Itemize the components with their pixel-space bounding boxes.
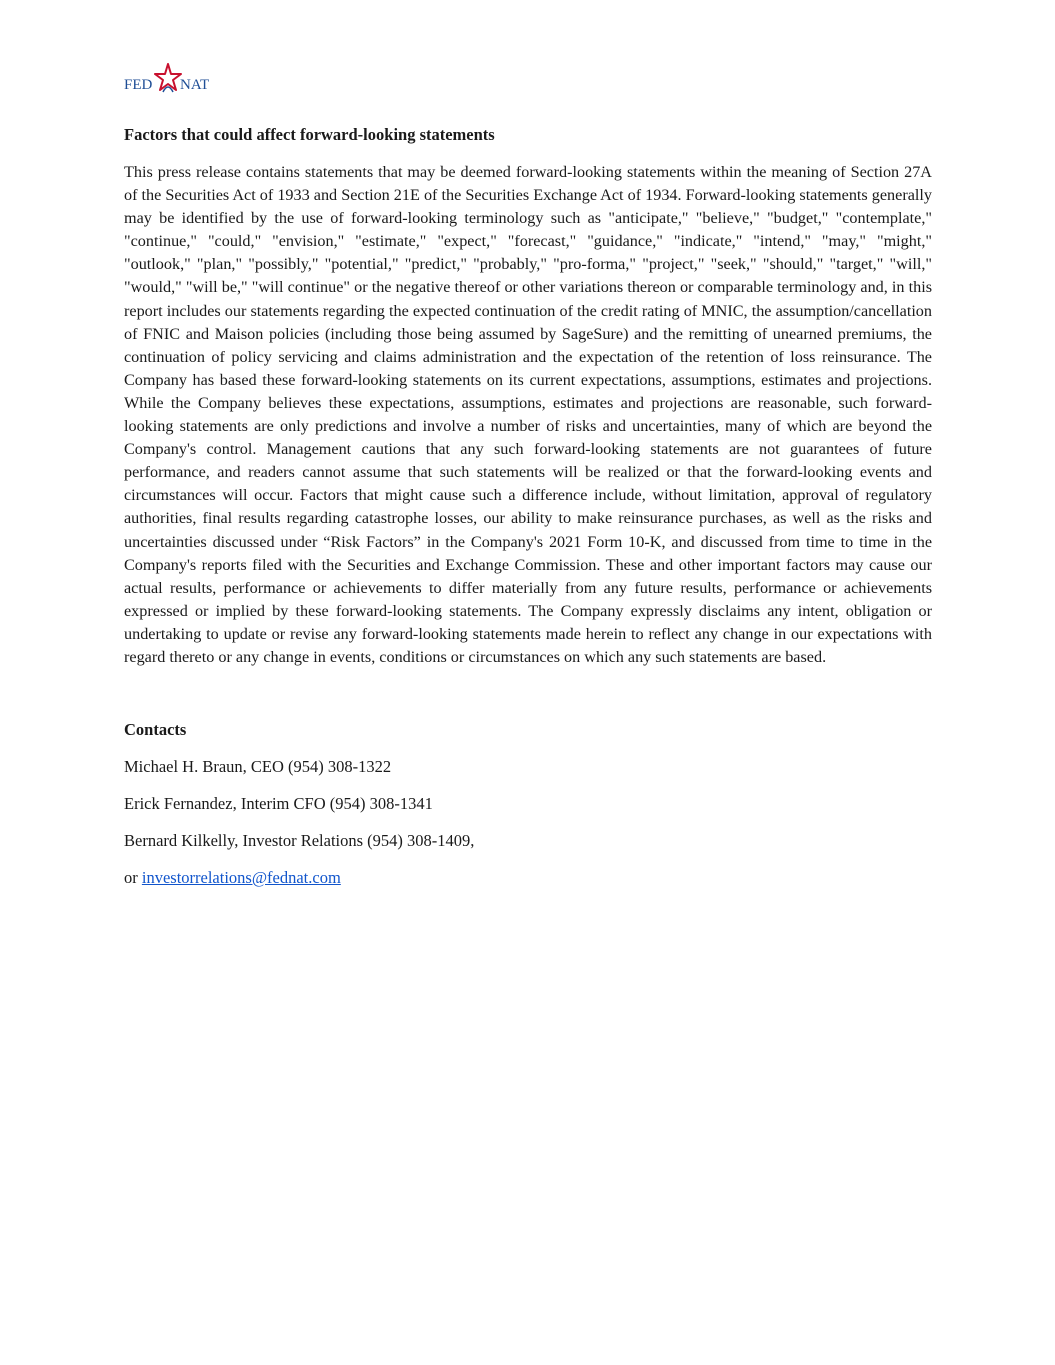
section-heading: Factors that could affect forward-looking statements [124,125,495,144]
company-logo [124,62,224,96]
forward-looking-paragraph: This press release contains statements that may be deemed forward-looking statements within the meaning of Section 27A of the Securities Act of 1933 and Section 21E of the Securities Exchange Act of 1934. Forward-looking statements generally may be identified by the use of forward-looking terminology such as "anticipate," "believe," "budget," "contemplate," "continue," "could," "envision," "estimate," "expect," "forecast," "guidance," "indicate," "intend," "may," "might," "outlook," "plan," "possibly," "potential," "predict," "probably," "pro-forma," "project," "seek," "should," "target," "will," "would," "will be," "will continue" or the negative thereof or other variations thereon or comparable terminology and, in this report includes our statements regarding the expected continuation of the credit rating of MNIC, the assumption/cancellation of FNIC and Maison policies (including those being assumed by SageSure) and the remitting of unearned premiums, the continuation of policy servicing and claims administration and the expectation of the retention of loss reinsurance. The Company has based these forward-looking statements on its current expectations, assumptions, estimates and projections. While the Company believes these expectations, assumptions, estimates and projections are reasonable, such forward-looking statements are only predictions and involve a number of risks and uncertainties, many of which are beyond the Company's control. Management cautions that any such forward-looking statements are not guarantees of future performance, and readers cannot assume that such statements will be realized or that the forward-looking events and circumstances will occur. Factors that might cause such a difference include, without limitation, approval of regulatory authorities, final results regarding catastrophe losses, our ability to make reinsurance purchases, as well as the risks and uncertainties discussed under “Risk Factors” in the Company's 2021 Form 10-K, and discussed from time to time in the Company's reports filed with the Securities and Exchange Commission. These and other important factors may cause our actual results, performance or achievements to differ materially from any future results, performance or achievements expressed or implied by these forward-looking statements. The Company expressly disclaims any intent, obligation or undertaking to update or revise any forward-looking statements made herein to reflect any change in our expectations with regard thereto or any change in events, conditions or circumstances on which any such statements are based. [124,163,932,666]
contact-line-cfo: Erick Fernandez, Interim CFO (954) 308-1341 [124,794,433,814]
logo-text-fed: FED [124,77,153,93]
contact-line-ir: Bernard Kilkelly, Investor Relations (954) 308-1409, [124,831,475,851]
logo-text-nat: NAT [180,77,210,93]
document-body [124,124,932,889]
contacts-heading: Contacts [124,720,187,740]
email-prefix: or [124,868,142,888]
contact-line-email [124,867,932,889]
star-logo-icon [154,62,182,96]
contact-line-ceo: Michael H. Braun, CEO (954) 308-1322 [124,757,392,777]
investor-relations-email-link[interactable]: investorrelations@fednat.com [141,868,341,888]
